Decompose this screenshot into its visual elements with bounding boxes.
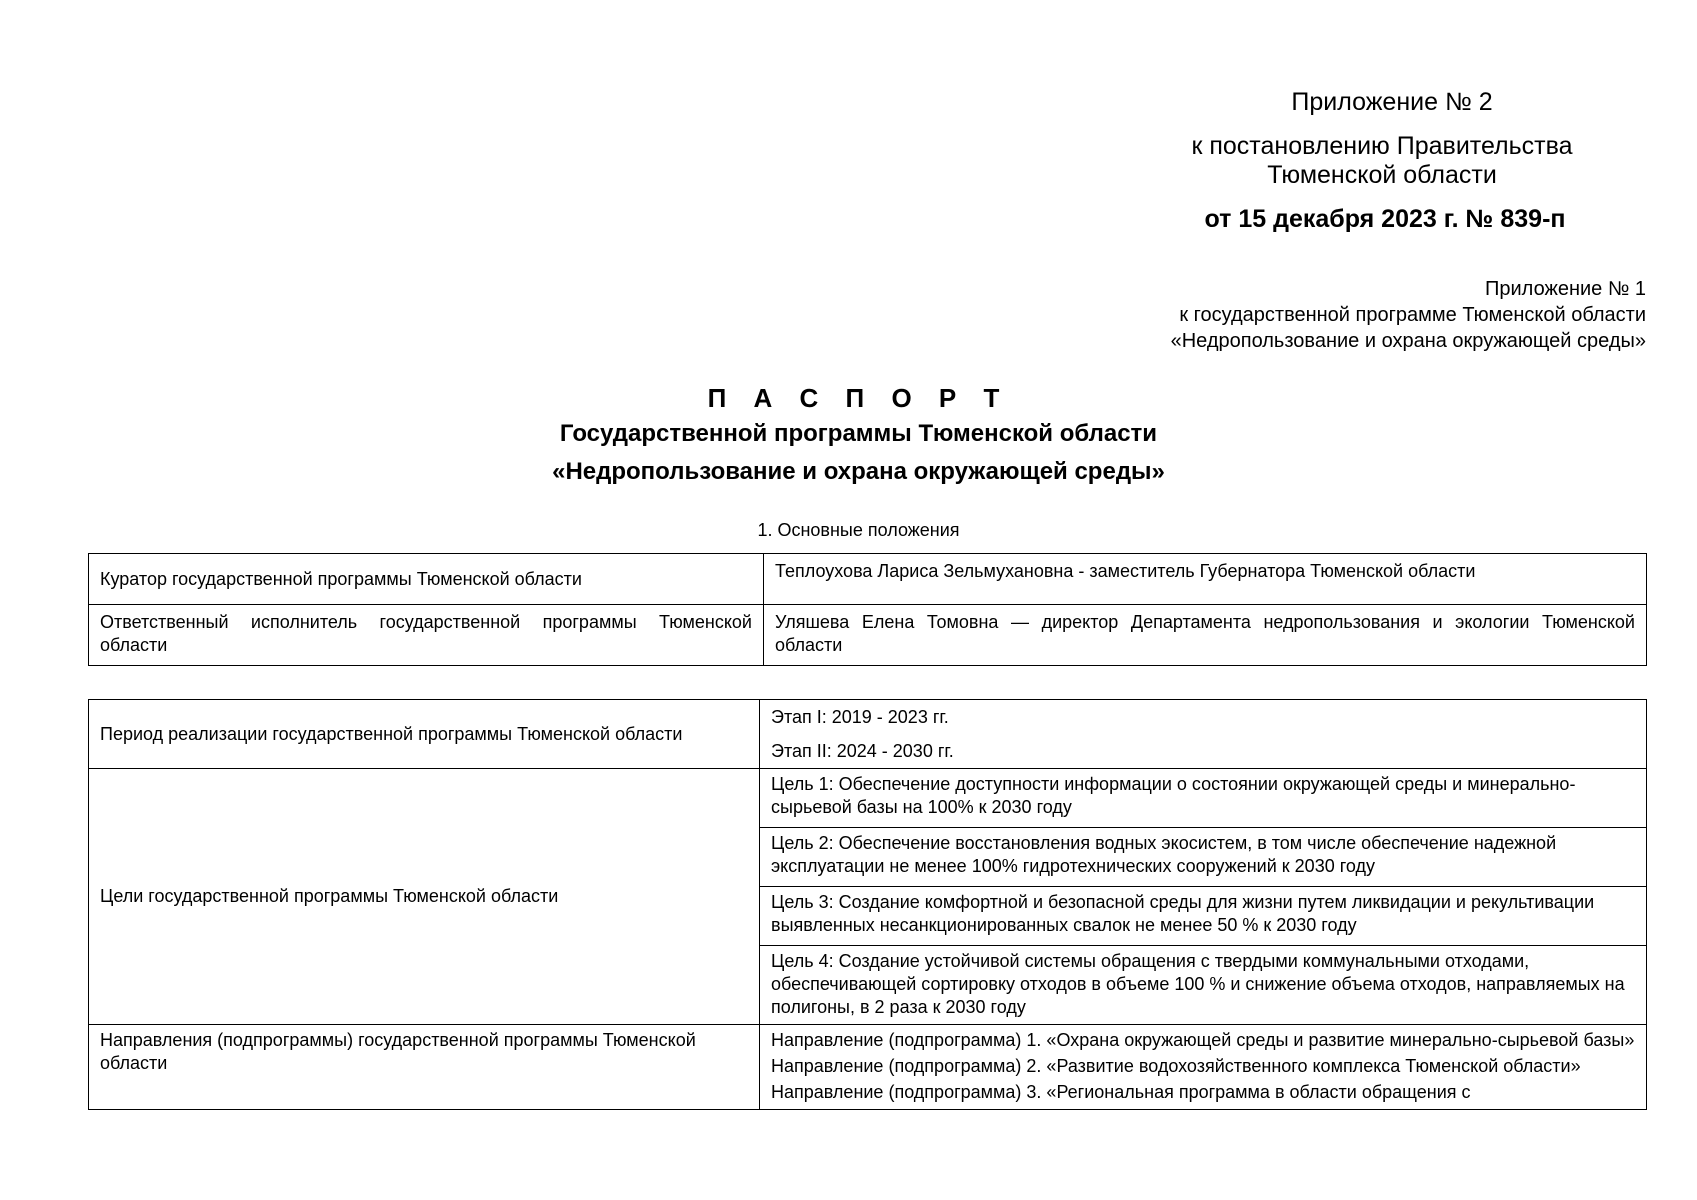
goal-3: Цель 3: Создание комфортной и безопасной среды для жизни путем ликвидации и рекультивации выявленных несанкционированных свалок не менее 50 % к 2030 году xyxy=(760,887,1647,946)
direction-1: Направление (подпрограмма) 1. «Охрана окружающей среды и развитие минерально-сырьевой базы» xyxy=(771,1030,1635,1050)
curator-value: Теплоухова Лариса Зельмухановна - заместитель Губернатора Тюменской области xyxy=(764,554,1647,605)
appendix2-decree-line-a: к постановлению Правительства xyxy=(1191,132,1573,160)
stage-1: Этап I: 2019 - 2023 гг. xyxy=(771,707,949,727)
appendix1-block xyxy=(1171,276,1646,354)
table-row xyxy=(89,769,1647,828)
passport-title: П А С П О Р Т xyxy=(707,383,1010,413)
table-row xyxy=(89,700,1647,769)
period-label: Период реализации государственной программы Тюменской области xyxy=(89,700,760,769)
goal-2: Цель 2: Обеспечение восстановления водных экосистем, в том числе обеспечение надежной эксплуатации не менее 100% гидротехнических сооружений к 2030 году xyxy=(760,828,1647,887)
appendix1-program-ref: к государственной программе Тюменской области xyxy=(1179,304,1646,326)
table-row xyxy=(89,554,1647,605)
appendix2-decree-line-b: Тюменской области xyxy=(1267,161,1497,189)
appendix1-title: Приложение № 1 xyxy=(1485,278,1646,300)
curator-label: Куратор государственной программы Тюменской области xyxy=(89,554,764,605)
directions-list xyxy=(760,1025,1647,1110)
program-details-table xyxy=(88,699,1647,1110)
goals-label: Цели государственной программы Тюменской области xyxy=(89,769,760,1025)
directions-label: Направления (подпрограммы) государственной программы Тюменской области xyxy=(89,1025,760,1110)
executor-value: Уляшева Елена Томовна — директор Департамента недропользования и экологии Тюменской области xyxy=(764,605,1647,666)
period-stages xyxy=(760,700,1647,769)
direction-2: Направление (подпрограмма) 2. «Развитие водохозяйственного комплекса Тюменской области» xyxy=(771,1056,1581,1076)
table-row xyxy=(89,1025,1647,1110)
main-provisions-table xyxy=(88,553,1647,666)
appendix2-decree-ref xyxy=(1147,132,1617,190)
goal-4: Цель 4: Создание устойчивой системы обращения с твердыми коммунальными отходами, обеспечивающей сортировку отходов в объеме 100 % и снижение объема отходов, направляемых на полигоны, в 2 раза к 2030 году xyxy=(760,946,1647,1025)
goal-1: Цель 1: Обеспечение доступности информации о состоянии окружающей среды и минерально-сырьевой базы на 100% к 2030 году xyxy=(760,769,1647,828)
executor-label: Ответственный исполнитель государственной программы Тюменской области xyxy=(89,605,764,666)
table-row xyxy=(89,605,1647,666)
direction-3: Направление (подпрограмма) 3. «Региональная программа в области обращения с xyxy=(771,1082,1471,1102)
program-title-line-2: «Недропользование и охрана окружающей среды» xyxy=(552,458,1165,485)
appendix2-title: Приложение № 2 xyxy=(1291,88,1493,116)
section-heading: 1. Основные положения xyxy=(757,520,960,540)
program-title-line-1: Государственной программы Тюменской области xyxy=(559,420,1158,447)
appendix2-decree-date: от 15 декабря 2023 г. № 839-п xyxy=(1204,205,1566,233)
stage-2: Этап II: 2024 - 2030 гг. xyxy=(771,741,954,761)
appendix1-program-name: «Недропользование и охрана окружающей среды» xyxy=(1170,330,1646,352)
